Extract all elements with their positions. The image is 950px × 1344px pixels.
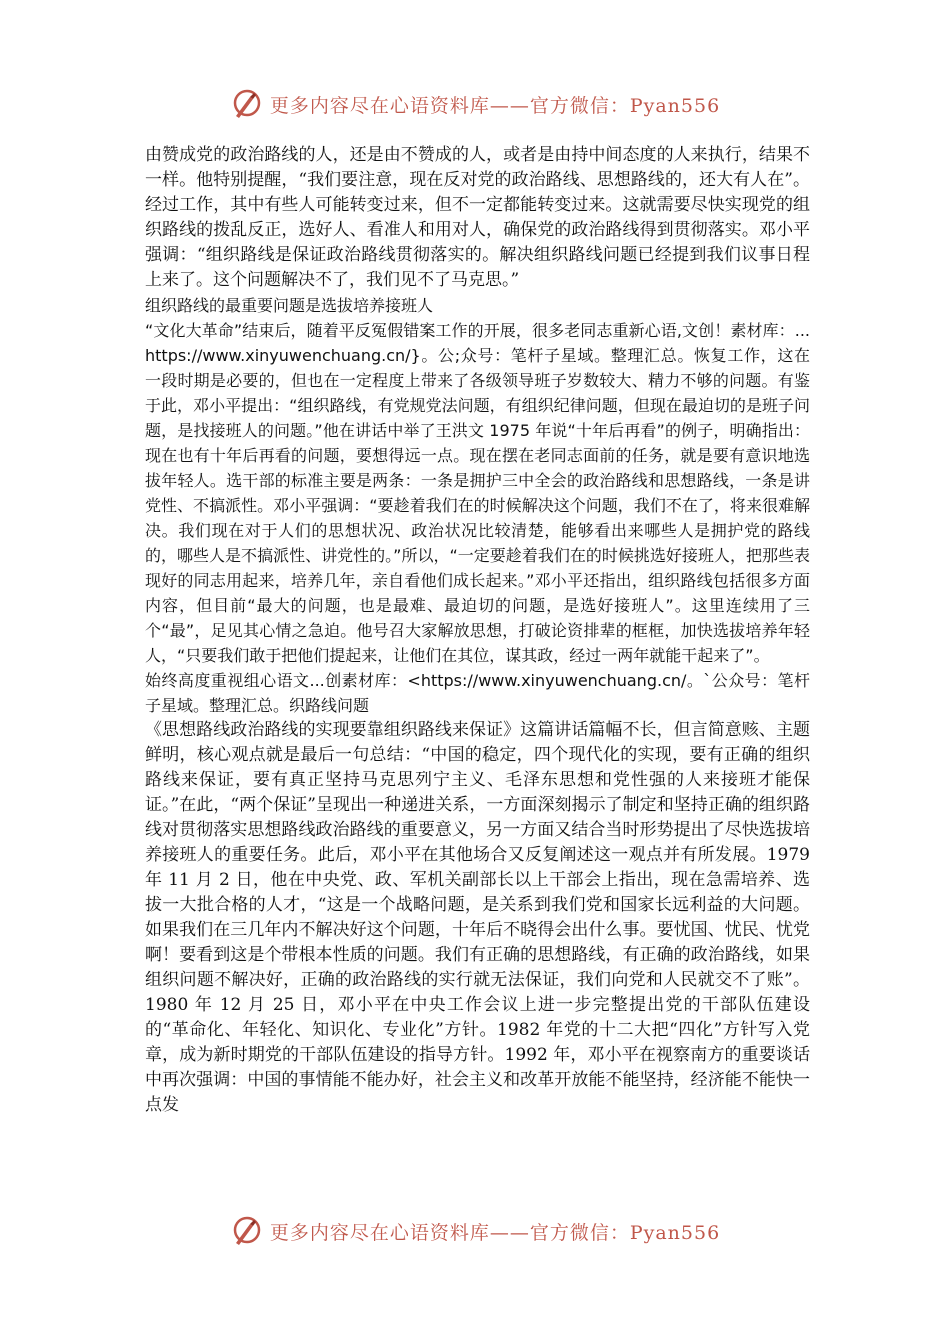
header-banner — [0, 80, 950, 128]
section-heading-1: 组织路线的最重要问题是选拔培养接班人 — [145, 296, 434, 315]
footer-banner — [0, 1207, 950, 1255]
pen-circle-logo-icon — [230, 1215, 262, 1247]
paragraph-3: 始终高度重视组心语文...创素材库：<https://www.xinyuwenchuang.cn/。`公众号：笔杆子星域。整理汇总。织路线问题 — [145, 671, 810, 715]
document-body — [145, 143, 810, 1118]
footer-banner-text: 更多内容尽在心语资料库——官方微信：Pyan556 — [269, 1221, 721, 1244]
pen-circle-logo-icon — [230, 88, 262, 120]
paragraph-1: 由赞成党的政治路线的人，还是由不赞成的人，或者是由持中间态度的人来执行，结果不一样。他特别提醒，“我们要注意，现在反对党的政治路线、思想路线的，还大有人在”。经过工作，其中有些人可能转变过来，但不一定都能转变过来。这就需要尽快实现党的组织路线的拨乱反正，选好人、看准人和用对人，确保党的政治路线得到贯彻落实。邓小平强调：“组织路线是保证政治路线贯彻落实的。解决组织路线问题已经提到我们议事日程上来了。这个问题解决不了，我们见不了马克思。” — [145, 145, 810, 290]
paragraph-2: “文化大革命”结束后，随着平反冤假错案工作的开展，很多老同志重新心语,文创！素材库：...https://www.xinyuwenchuang.cn/}。公;众号：笔杆子星域。整理汇总。恢复工作，这在一段时期是必要的，但也在一定程度上带来了各级领导班子岁数较大、精力不够的问题。有鉴于此，邓小平提出：“组织路线，有党规党法问题，有组织纪律问题，但现在最迫切的是班子问题，是找接班人的问题。”他在讲话中举了王洪文 1975 年说“十年后再看”的例子，明确指出：现在也有十年后再看的问题，要想得远一点。现在摆在老同志面前的任务，就是要有意识地选拔年轻人。选干部的标准主要是两条：一条是拥护三中全会的政治路线和思想路线，一条是讲党性、不搞派性。邓小平强调：“要趁着我们在的时候解决这个问题，我们不在了，将来很难解决。我们现在对于人们的思想状况、政治状况比较清楚，能够看出来哪些人是拥护党的路线的，哪些人是不搞派性、讲党性的。”所以，“一定要趁着我们在的时候挑选好接班人，把那些表现好的同志用起来，培养几年，亲自看他们成长起来。”邓小平还指出，组织路线包括很多方面内容，但目前“最大的问题，也是最难、最迫切的问题，是选好接班人”。这里连续用了三个“最”，足见其心情之急迫。他号召大家解放思想，打破论资排辈的框框，加快选拔培养年轻人，“只要我们敢于把他们提起来，让他们在其位，谋其政，经过一两年就能干起来了”。 — [145, 321, 810, 665]
header-banner-text: 更多内容尽在心语资料库——官方微信：Pyan556 — [269, 94, 721, 117]
paragraph-4: 《思想路线政治路线的实现要靠组织路线来保证》这篇讲话篇幅不长，但言简意赅、主题鲜明，核心观点就是最后一句总结：“中国的稳定，四个现代化的实现，要有正确的组织路线来保证，要有真正坚持马克思列宁主义、毛泽东思想和党性强的人来接班才能保证。”在此，“两个保证”呈现出一种递进关系，一方面深刻揭示了制定和坚持正确的组织路线对贯彻落实思想路线政治路线的重要意义，另一方面又结合当时形势提出了尽快选拔培养接班人的重要任务。此后，邓小平在其他场合又反复阐述这一观点并有所发展。1979 年 11 月 2 日，他在中央党、政、军机关副部长以上干部会上指出，现在急需培养、选拔一大批合格的人才，“这是一个战略问题，是关系到我们党和国家长远利益的大问题。如果我们在三几年内不解决好这个问题，十年后不晓得会出什么事。要忧国、忧民、忧党啊！要看到这是个带根本性质的问题。我们有正确的思想路线，有正确的政治路线，如果组织问题不解决好，正确的政治路线的实行就无法保证，我们向党和人民就交不了账”。1980 年 12 月 25 日，邓小平在中央工作会议上进一步完整提出党的干部队伍建设的“革命化、年轻化、知识化、专业化”方针。1982 年党的十二大把“四化”方针写入党章，成为新时期党的干部队伍建设的指导方针。1992 年，邓小平在视察南方的重要谈话中再次强调：中国的事情能不能办好，社会主义和改革开放能不能坚持，经济能不能快一点发 — [145, 720, 810, 1115]
